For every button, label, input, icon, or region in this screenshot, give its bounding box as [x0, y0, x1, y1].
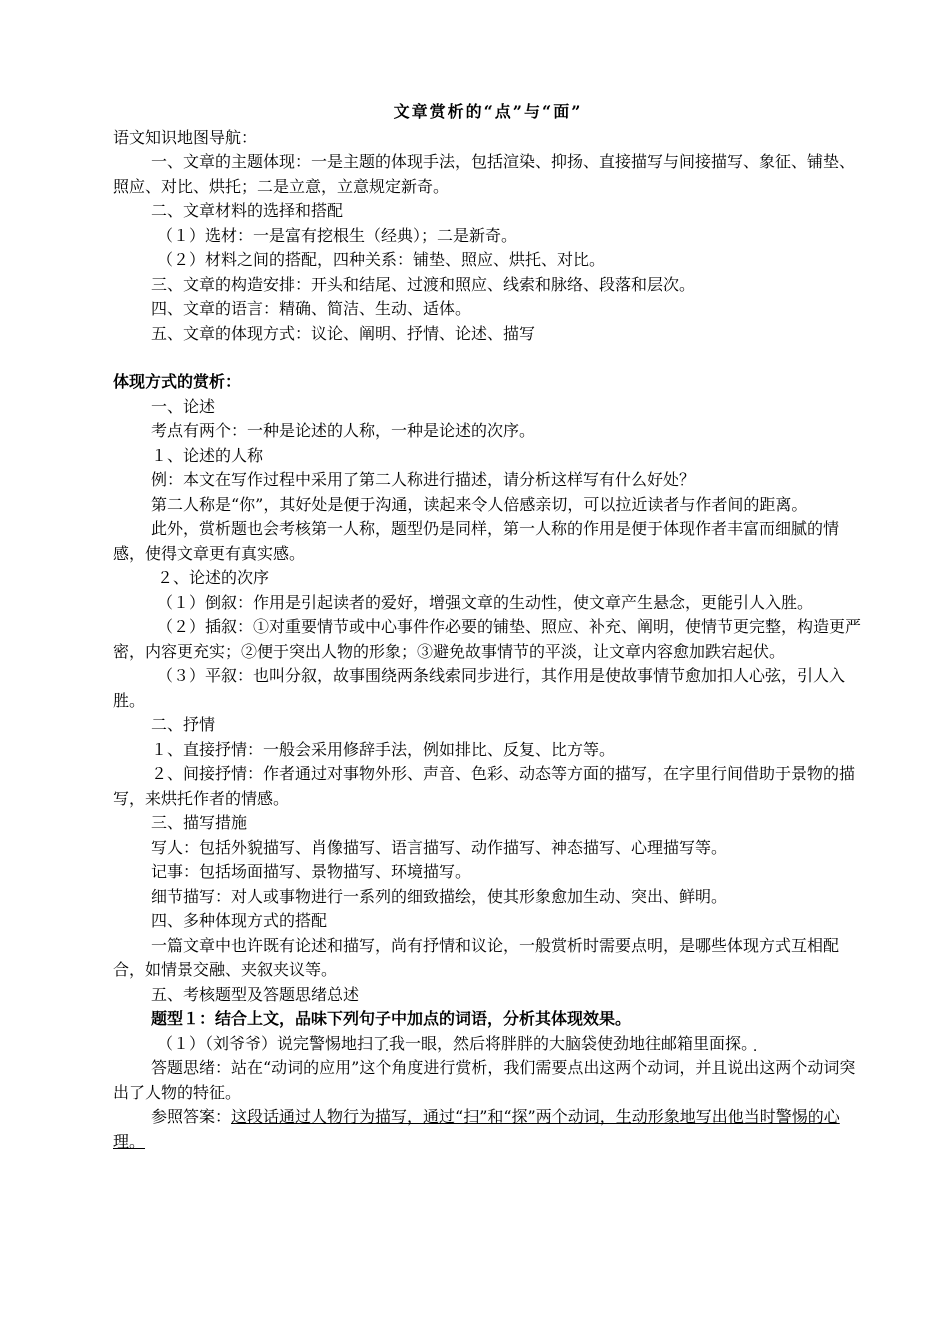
page-title: 文章赏析的“点”与“面”: [393, 102, 583, 121]
answer-text: 这段话通过人物行为描写，通过“扫”和“探”两个动词，生动形象地写出他当时警惕的心理。: [113, 1107, 840, 1151]
nav-item: 五、文章的体现方式：议论、阐明、抒情、论述、描写: [151, 323, 536, 343]
body-paragraph: 细节描写：对人或事物进行一系列的细致描绘，使其形象愈加生动、突出、鲜明。: [151, 886, 728, 906]
section-heading: 体现方式的赏析：: [113, 372, 242, 391]
sentence-part: 了我一眼，然后将胖胖的大脑袋使劲地往邮箱里面: [373, 1033, 726, 1053]
body-paragraph: 三、描写措施: [151, 813, 248, 832]
body-paragraph: 此外，赏析题也会考核第一人称，题型仍是同样，第一人称的作用是便于体现作者丰富而细腻的情感，使得文章更有真实感。: [113, 519, 840, 563]
body-paragraph: （３）平叙：也叫分叙，故事围绕两条线索同步进行，其作用是使故事情节愈加扣人心弦，引人入胜。: [113, 666, 846, 710]
nav-item: （１）选材：一是富有挖根生（经典）；二是新奇。: [157, 225, 518, 245]
reference-answer: [113, 1105, 863, 1154]
body-paragraph: （１）倒叙：作用是引起读者的爱好，增强文章的生动性，使文章产生悬念，更能引人入胜。: [157, 592, 814, 612]
nav-item: （２）材料之间的搭配，四种关系：铺垫、照应、烘托、对比。: [157, 250, 606, 269]
nav-item: 二、文章材料的选择和搭配: [151, 201, 344, 220]
body-paragraph: １、直接抒情：一般会采用修辞手法，例如排比、反复、比方等。: [151, 739, 616, 759]
body-paragraph: 五、考核题型及答题思绪总述: [151, 984, 360, 1004]
spacer: [113, 346, 863, 370]
answer-label: 参照答案：: [151, 1107, 232, 1126]
body-paragraph: １、论述的人称: [151, 445, 264, 465]
body-paragraph: 例：本文在写作过程中采用了第二人称进行描述，请分析这样写有什么好处？: [151, 470, 696, 489]
emphasized-word: 探: [725, 1033, 742, 1053]
body-paragraph: 第二人称是“你”，其好处是便于沟通，读起来令人倍感亲切，可以拉近读者与作者间的距离。: [151, 494, 808, 514]
body-paragraph: 写人：包括外貌描写、肖像描写、语言描写、动作描写、神态描写、心理描写等。: [151, 837, 728, 857]
answer-thinking: 答题思绪：站在“动词的应用”这个角度进行赏析，我们需要点出这两个动词，并且说出这两个动词突出了人物的特征。: [113, 1058, 856, 1102]
question-heading: 题型１：结合上文，品味下列句子中加点的词语，分析其体现效果。: [151, 1009, 632, 1028]
body-paragraph: 二、抒情: [151, 715, 216, 734]
nav-heading: 语文知识地图导航：: [113, 127, 258, 147]
sentence-part: 。: [741, 1033, 758, 1053]
body-paragraph: 四、多种体现方式的搭配: [151, 911, 328, 930]
body-paragraph: 一、论述: [151, 396, 216, 416]
body-paragraph: ２、论述的次序: [157, 568, 270, 587]
body-paragraph: ２、间接抒情：作者通过对事物外形、声音、色彩、动态等方面的描写，在字里行间借助于景物的描写，来烘托作者的情感。: [113, 764, 856, 808]
body-paragraph: （２）插叙：①对重要情节或中心事件作必要的铺垫、照应、补充、阐明，使情节更完整，构造更严密，内容更充实；②便于突出人物的形象；③避免故事情节的平淡，让文章内容愈加跌宕起伏。: [113, 617, 862, 661]
question-sentence: [113, 1032, 863, 1057]
body-paragraph: 考点有两个：一种是论述的人称，一种是论述的次序。: [151, 421, 536, 440]
sentence-part: （１）（刘爷爷）说完警惕地: [157, 1033, 358, 1053]
document-page: [113, 100, 863, 1154]
emphasized-word: 扫: [357, 1033, 374, 1053]
nav-item: 三、文章的构造安排：开头和结尾、过渡和照应、线索和脉络、段落和层次。: [151, 274, 696, 294]
nav-item: 四、文章的语言：精确、简洁、生动、适体。: [151, 299, 472, 318]
body-paragraph: 一篇文章中也许既有论述和描写，尚有抒情和议论，一般赏析时需要点明，是哪些体现方式互相配合，如情景交融、夹叙夹议等。: [113, 935, 840, 979]
body-paragraph: 记事：包括场面描写、景物描写、环境描写。: [151, 862, 472, 881]
nav-item: 一、文章的主题体现：一是主题的体现手法，包括渲染、抑扬、直接描写与间接描写、象征、铺垫、照应、对比、烘托；二是立意，立意规定新奇。: [113, 152, 856, 196]
